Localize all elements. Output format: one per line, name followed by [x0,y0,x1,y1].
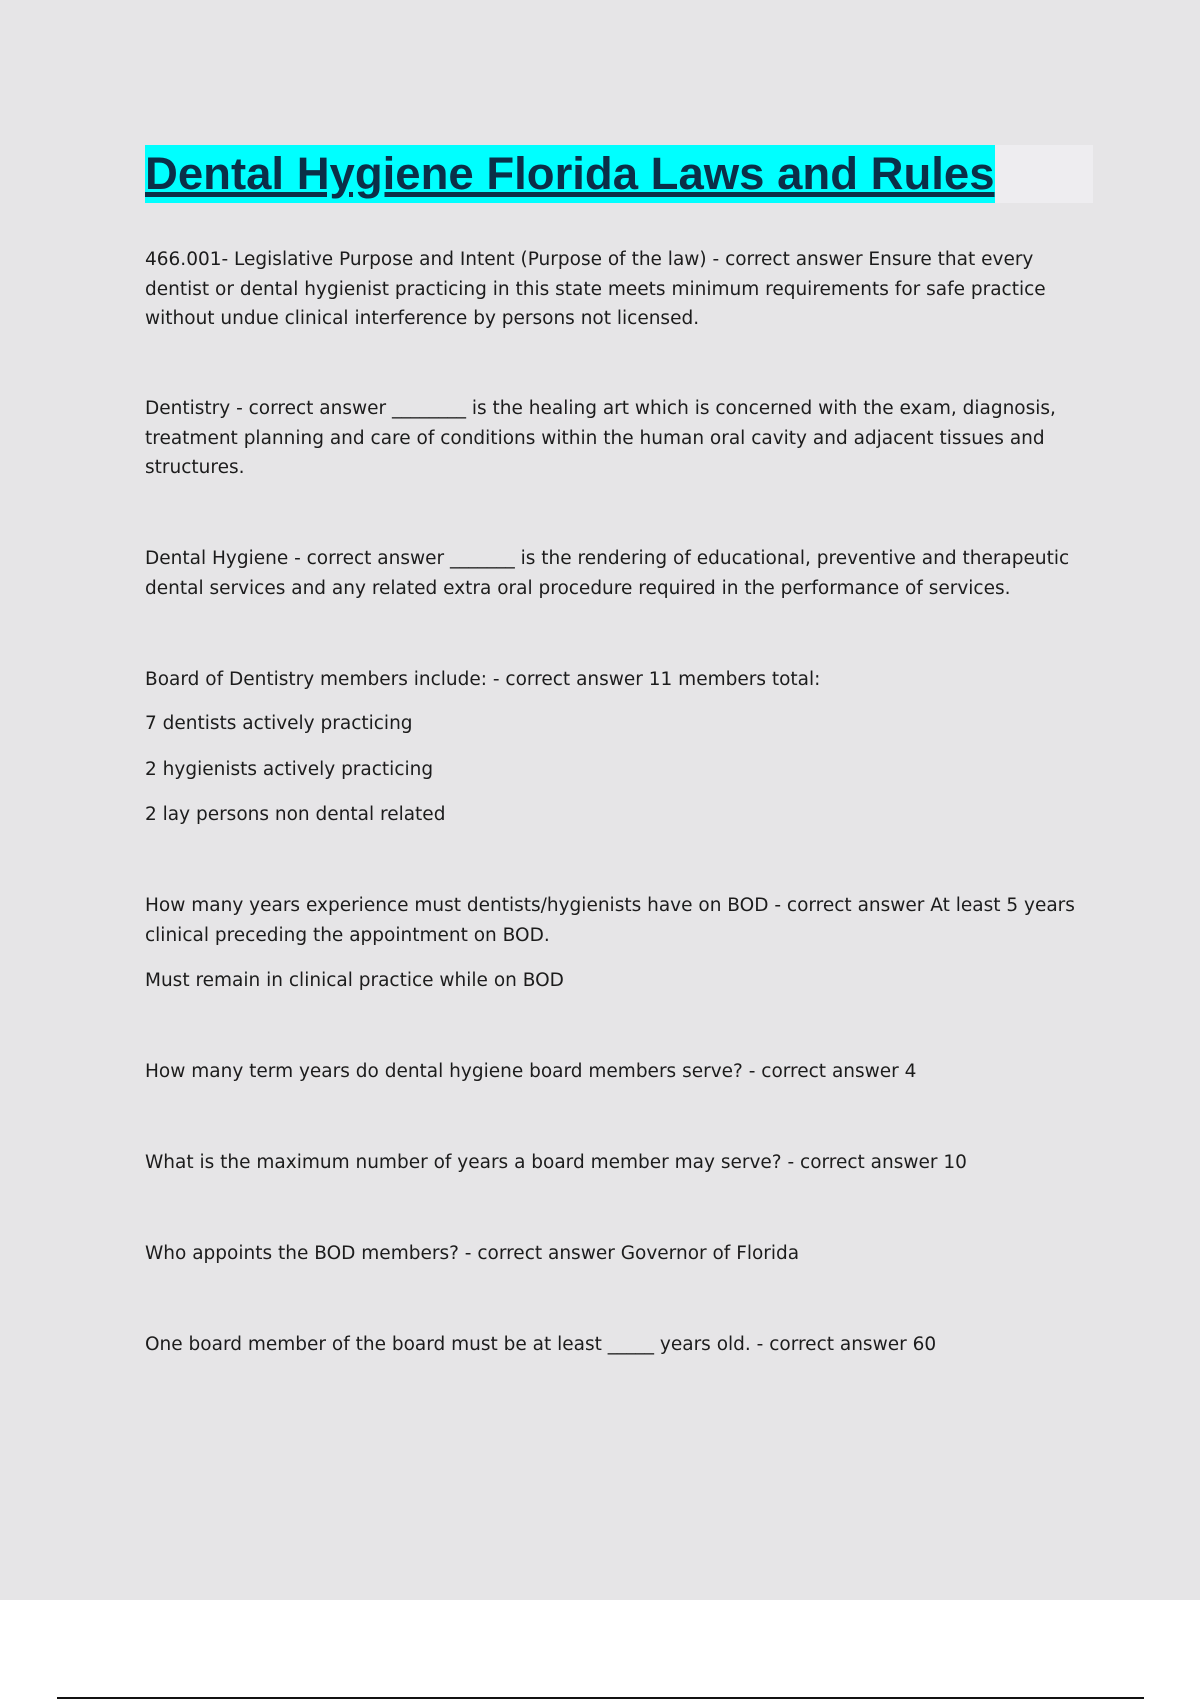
qa-entry-term-years: How many term years do dental hygiene board members serve? - correct answer 4 [145,1061,917,1082]
page-bottom-margin [0,1600,1200,1700]
qa-entry-appointing-authority: Who appoints the BOD members? - correct answer Governor of Florida [145,1243,800,1264]
document-title: Dental Hygiene Florida Laws and Rules [145,145,995,203]
qa-entry-minimum-age: One board member of the board must be at least _____ years old. - correct answer 60 [145,1334,937,1355]
qa-entry-legislative-purpose: 466.001- Legislative Purpose and Intent (Purpose of the law) - correct answer Ensure that every dentist or dental hygienist practicing in this state meets minimum requirements for safe practice without undue clinical interference by persons not licensed. [145,249,1046,329]
board-member-line-dentists: 7 dentists actively practicing [145,713,413,734]
board-member-line-lay-persons: 2 lay persons non dental related [145,804,446,825]
qa-entry-board-members: Board of Dentistry members include: - correct answer 11 members total: [145,669,821,690]
qa-entry-maximum-years: What is the maximum number of years a board member may serve? - correct answer 10 [145,1152,967,1173]
qa-entry-dentistry: Dentistry - correct answer ________ is the healing art which is concerned with the exam, diagnosis, treatment planning and care of conditions within the human oral cavity and adjacent tissues and structures. [145,398,1056,478]
qa-entry-dental-hygiene: Dental Hygiene - correct answer _______ is the rendering of educational, preventive and therapeutic dental services and any related extra oral procedure required in the performance of services. [145,548,1070,599]
qa-entry-clinical-practice-note: Must remain in clinical practice while on BOD [145,970,564,991]
qa-entry-years-experience: How many years experience must dentists/hygienists have on BOD - correct answer At least 5 years clinical preceding the appointment on BOD. [145,895,1075,946]
board-member-line-hygienists: 2 hygienists actively practicing [145,759,434,780]
footer-divider [57,1697,1144,1699]
title-block [145,145,1093,203]
